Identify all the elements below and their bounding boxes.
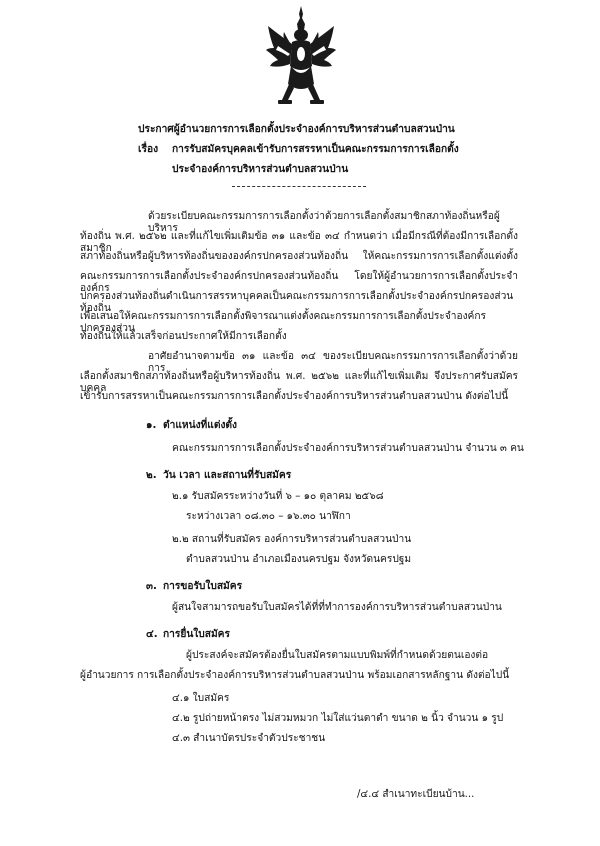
section-1-text: คณะกรรมการการเลือกตั้งประจำองค์การบริหารส่วนตำบลสวนป่าน จำนวน ๓ คน [172, 443, 524, 454]
section-2-item-2: ๒.๒ สถานที่รับสมัคร องค์การบริหารส่วนตำบลสวนป่าน [172, 534, 412, 545]
section-4-title: การยื่นใบสมัคร [163, 629, 230, 640]
intro-line: ท้องถิ่น พ.ศ. ๒๕๖๒ และที่แก้ไขเพิ่มเติมข้อ ๓๑ และข้อ ๓๔ กำหนดว่า เมื่อมีกรณีที่ต้องมีการเลือกตั้งสมาชิก [80, 231, 518, 254]
announcement-title: ประกาศผู้อำนวยการการเลือกตั้งประจำองค์การบริหารส่วนตำบลสวนป่าน [138, 124, 455, 135]
section-4-number: ๔. [146, 629, 158, 640]
intro-line: ปกครองส่วนท้องถิ่นดำเนินการสรรหาบุคคลเป็นคณะกรรมการการเลือกตั้งประจำองค์กรปกครองส่วนท้องถิ่น [80, 291, 514, 314]
section-4-item: ๔.๒ รูปถ่ายหน้าตรง ไม่สวมหมวก ไม่ใส่แว่นตาดำ ขนาด ๒ นิ้ว จำนวน ๑ รูป [172, 713, 504, 724]
authority-line: เลือกตั้งสมาชิกสภาท้องถิ่นหรือผู้บริหารท้องถิ่น พ.ศ. ๒๕๖๒ และที่แก้ไขเพิ่มเติม จึงประกาศรับสมัครบุคคล [80, 371, 518, 394]
authority-line: เข้ารับการสรรหาเป็นคณะกรรมการการเลือกตั้งประจำองค์การบริหารส่วนตำบลสวนป่าน ดังต่อไปนี้ [80, 391, 509, 402]
subject-prefix: เรื่อง [138, 144, 159, 155]
continuation-note: /๔.๔ สำเนาทะเบียนบ้าน... [357, 789, 475, 800]
section-3-number: ๓. [146, 581, 157, 592]
section-2-number: ๒. [146, 470, 157, 481]
section-4-item: ๔.๓ สำเนาบัตรประจำตัวประชาชน [172, 733, 326, 744]
subject-line-2: ประจำองค์การบริหารส่วนตำบลสวนป่าน [172, 164, 349, 175]
section-2-item-1: ๒.๑ รับสมัครระหว่างวันที่ ๖ – ๑๐ ตุลาคม ๒๕๖๘ [172, 491, 384, 502]
section-3-text: ผู้สนใจสามารถขอรับใบสมัครได้ที่ที่ทำการองค์การบริหารส่วนตำบลสวนป่าน [172, 602, 502, 613]
section-2-item-1-time: ระหว่างเวลา ๐๘.๓๐ – ๑๖.๓๐ นาฬิกา [186, 511, 351, 522]
intro-line: คณะกรรมการการเลือกตั้งประจำองค์กรปกครองส่วนท้องถิ่น โดยให้ผู้อำนวยการการเลือกตั้งประจำองค์กร [80, 271, 518, 294]
intro-line: เพื่อเสนอให้คณะกรรมการการเลือกตั้งพิจารณาแต่งตั้งคณะกรรมการการเลือกตั้งประจำองค์กรปกครองส่วน [80, 311, 487, 334]
header-divider [232, 186, 366, 187]
section-2-item-2-location: ตำบลสวนป่าน อำเภอเมืองนครปฐม จังหวัดนครปฐม [186, 554, 412, 565]
section-4-line: ผู้อำนวยการ การเลือกตั้งประจำองค์การบริหารส่วนตำบลสวนป่าน พร้อมเอกสารหลักฐาน ดังต่อไปนี้ [80, 670, 510, 681]
intro-line: สภาท้องถิ่นหรือผู้บริหารท้องถิ่นขององค์กรปกครองส่วนท้องถิ่น ให้คณะกรรมการการเลือกตั้งแต่งตั้ง [80, 251, 518, 262]
section-2-title: วัน เวลา และสถานที่รับสมัคร [163, 470, 292, 481]
section-1-number: ๑. [146, 420, 157, 431]
intro-line: ท้องถิ่นให้แล้วเสร็จก่อนประกาศให้มีการเลือกตั้ง [80, 331, 287, 342]
subject-line-1: การรับสมัครบุคคลเข้ารับการสรรหาเป็นคณะกรรมการการเลือกตั้ง [172, 144, 459, 155]
section-3-title: การขอรับใบสมัคร [163, 581, 243, 592]
section-4-line: ผู้ประสงค์จะสมัครต้องยื่นใบสมัครตามแบบพิมพ์ที่กำหนดด้วยตนเองต่อ [186, 650, 489, 661]
section-1-title: ตำแหน่งที่แต่งตั้ง [163, 420, 238, 431]
intro-line: ด้วยระเบียบคณะกรรมการการเลือกตั้งว่าด้วยการเลือกตั้งสมาชิกสภาท้องถิ่นหรือผู้บริหาร [148, 211, 500, 234]
garuda-emblem-icon [264, 4, 338, 108]
section-4-item: ๔.๑ ใบสมัคร [172, 693, 230, 704]
authority-line: อาศัยอำนาจตามข้อ ๓๑ และข้อ ๓๔ ของระเบียบคณะกรรมการการเลือกตั้งว่าด้วยการ [148, 351, 518, 374]
